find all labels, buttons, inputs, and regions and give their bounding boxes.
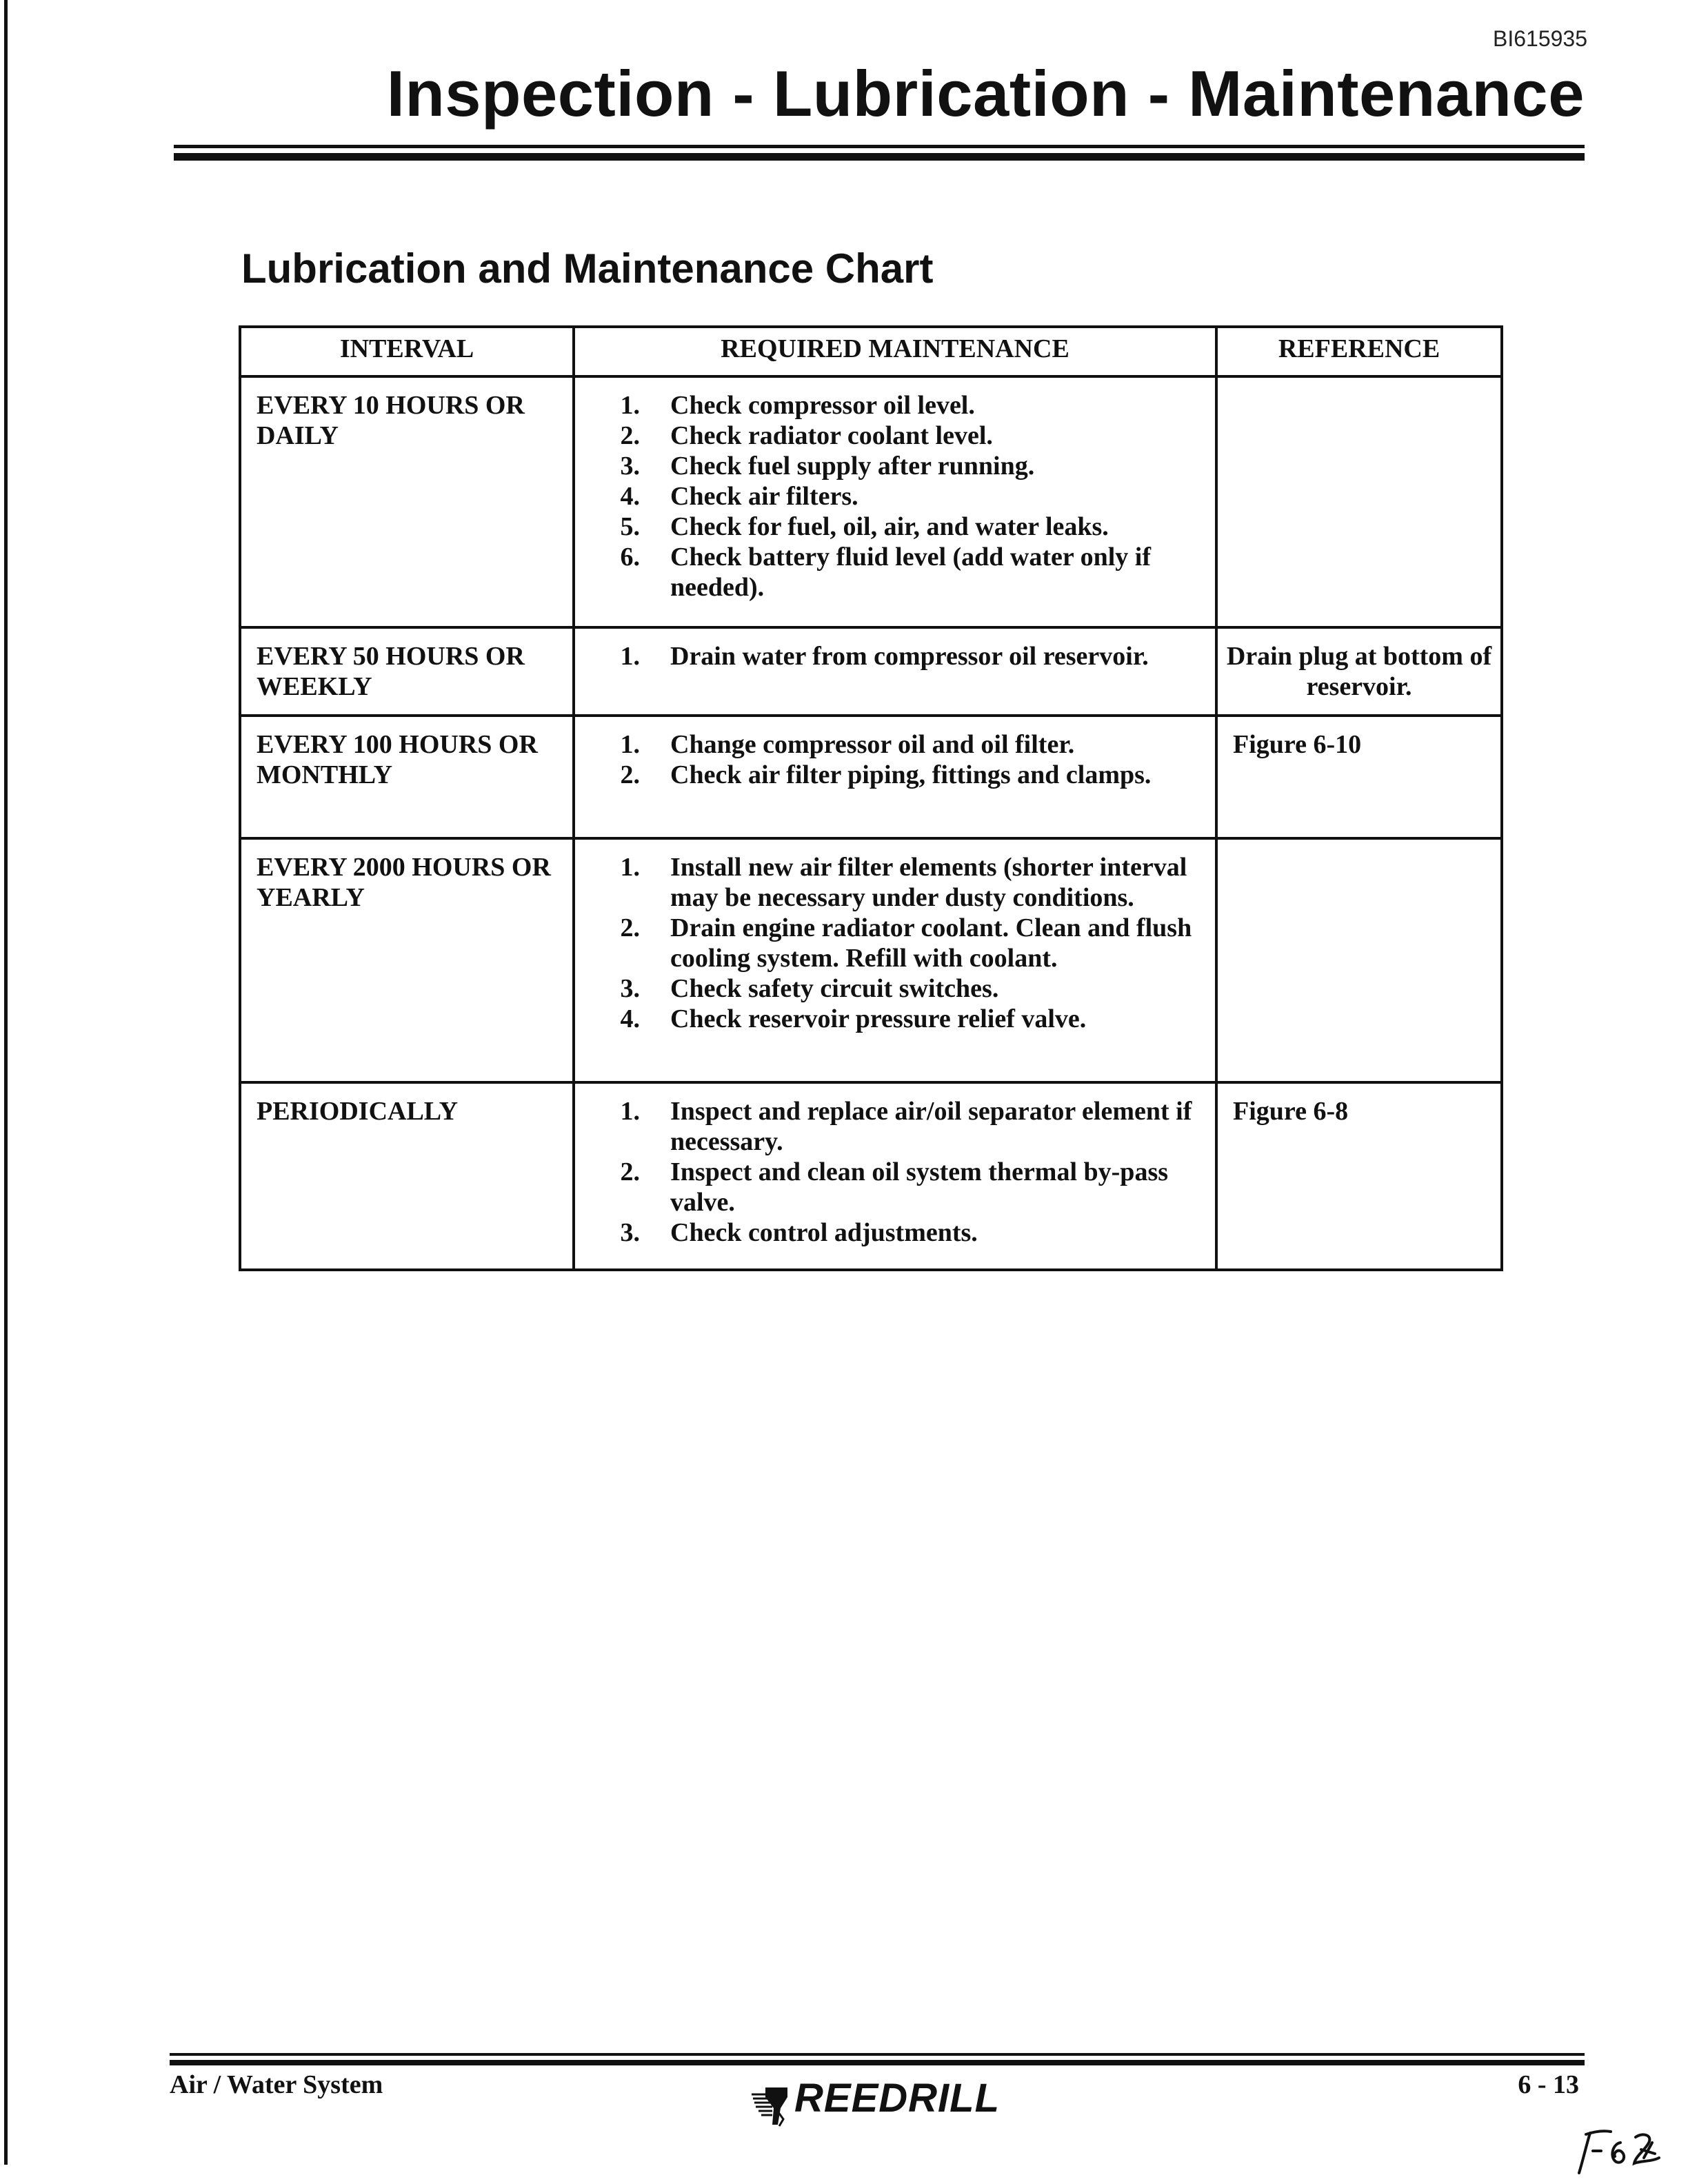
list-item	[590, 1004, 1201, 1034]
task-number: 4.	[620, 482, 640, 511]
task-list	[590, 729, 1201, 790]
task-text: Check compressor oil level.	[670, 391, 975, 420]
task-number: 3.	[620, 974, 640, 1003]
table-row	[240, 716, 1502, 838]
task-text: Check safety circuit switches.	[670, 974, 999, 1003]
interval-cell: EVERY 100 HOURS OR MONTHLY	[240, 716, 574, 838]
section-title: Lubrication and Maintenance Chart	[241, 245, 934, 292]
table-row	[240, 1082, 1502, 1270]
interval-cell: EVERY 50 HOURS OR WEEKLY	[240, 627, 574, 716]
header-interval: INTERVAL	[240, 327, 574, 376]
task-list	[590, 1096, 1201, 1248]
footer-section-name: Air / Water System	[170, 2070, 383, 2099]
maintenance-cell	[574, 627, 1216, 716]
list-item	[590, 1217, 1201, 1248]
task-text: Check reservoir pressure relief valve.	[670, 1004, 1087, 1033]
brand-name: REEDRILL	[794, 2075, 1000, 2121]
list-item	[590, 451, 1201, 481]
list-item	[590, 481, 1201, 512]
task-number: 2.	[620, 760, 640, 789]
task-number: 6.	[620, 543, 640, 572]
handwritten-note-mark	[1572, 2123, 1669, 2178]
task-number: 1.	[620, 730, 640, 759]
reference-cell	[1216, 838, 1502, 1082]
table-row	[240, 376, 1502, 627]
table-row	[240, 627, 1502, 716]
task-list	[590, 390, 1201, 603]
interval-cell: EVERY 10 HOURS OR DAILY	[240, 376, 574, 627]
maintenance-cell	[574, 376, 1216, 627]
task-number: 5.	[620, 512, 640, 541]
task-text: Check radiator coolant level.	[670, 421, 993, 450]
list-item	[590, 512, 1201, 542]
reference-cell	[1216, 376, 1502, 627]
list-item	[590, 729, 1201, 760]
task-list	[590, 641, 1201, 671]
task-text: Check air filters.	[670, 482, 858, 511]
list-item	[590, 852, 1201, 913]
title-rule	[174, 145, 1585, 148]
task-number: 1.	[620, 853, 640, 882]
task-number: 3.	[620, 452, 640, 481]
list-item	[590, 1096, 1201, 1157]
reference-cell: Figure 6-10	[1216, 716, 1502, 838]
footer-rule-thick	[170, 2060, 1585, 2065]
list-item	[590, 421, 1201, 451]
reference-cell: Drain plug at bottom of reservoir.	[1216, 627, 1502, 716]
task-text: Change compressor oil and oil filter.	[670, 730, 1075, 759]
left-margin-rule	[4, 0, 8, 2165]
reference-cell: Figure 6-8	[1216, 1082, 1502, 1270]
table-header-row	[240, 327, 1502, 376]
task-list	[590, 852, 1201, 1034]
maintenance-chart-table	[239, 325, 1503, 1271]
interval-cell: EVERY 2000 HOURS OR YEARLY	[240, 838, 574, 1082]
list-item	[590, 1157, 1201, 1217]
task-number: 1.	[620, 1097, 640, 1126]
maintenance-cell	[574, 1082, 1216, 1270]
task-number: 4.	[620, 1004, 640, 1033]
document-id: BI615935	[1492, 26, 1587, 51]
list-item	[590, 973, 1201, 1004]
task-text: Install new air filter elements (shorter interval may be necessary under dusty conditions.	[670, 853, 1187, 912]
page-number: 6 - 13	[1518, 2070, 1579, 2099]
task-number: 2.	[620, 913, 640, 942]
header-required-maintenance: REQUIRED MAINTENANCE	[574, 327, 1216, 376]
task-number: 1.	[620, 391, 640, 420]
task-number: 3.	[620, 1218, 640, 1247]
task-number: 1.	[620, 642, 640, 671]
task-number: 2.	[620, 421, 640, 450]
page-title: Inspection - Lubrication - Maintenance	[386, 57, 1585, 130]
maintenance-cell	[574, 716, 1216, 838]
maintenance-cell	[574, 838, 1216, 1082]
task-text: Check for fuel, oil, air, and water leaks.	[670, 512, 1109, 541]
footer-rule	[170, 2053, 1585, 2056]
list-item	[590, 390, 1201, 421]
task-text: Check fuel supply after running.	[670, 452, 1035, 481]
list-item	[590, 760, 1201, 790]
task-text: Check battery fluid level (add water only if needed).	[670, 543, 1151, 602]
table-row	[240, 838, 1502, 1082]
task-text: Check air filter piping, fittings and clamps.	[670, 760, 1152, 789]
task-text: Drain water from compressor oil reservoir.	[670, 642, 1149, 671]
interval-cell: PERIODICALLY	[240, 1082, 574, 1270]
task-text: Check control adjustments.	[670, 1218, 978, 1247]
title-rule-thick	[174, 153, 1585, 161]
list-item	[590, 641, 1201, 671]
task-text: Drain engine radiator coolant. Clean and flush cooling system. Refill with coolant.	[670, 913, 1192, 973]
brand-logo	[745, 2067, 1000, 2129]
task-number: 2.	[620, 1157, 640, 1186]
task-text: Inspect and clean oil system thermal by-pass valve.	[670, 1157, 1169, 1217]
task-text: Inspect and replace air/oil separator element if necessary.	[670, 1097, 1192, 1156]
header-reference: REFERENCE	[1216, 327, 1502, 376]
list-item	[590, 542, 1201, 603]
list-item	[590, 913, 1201, 973]
